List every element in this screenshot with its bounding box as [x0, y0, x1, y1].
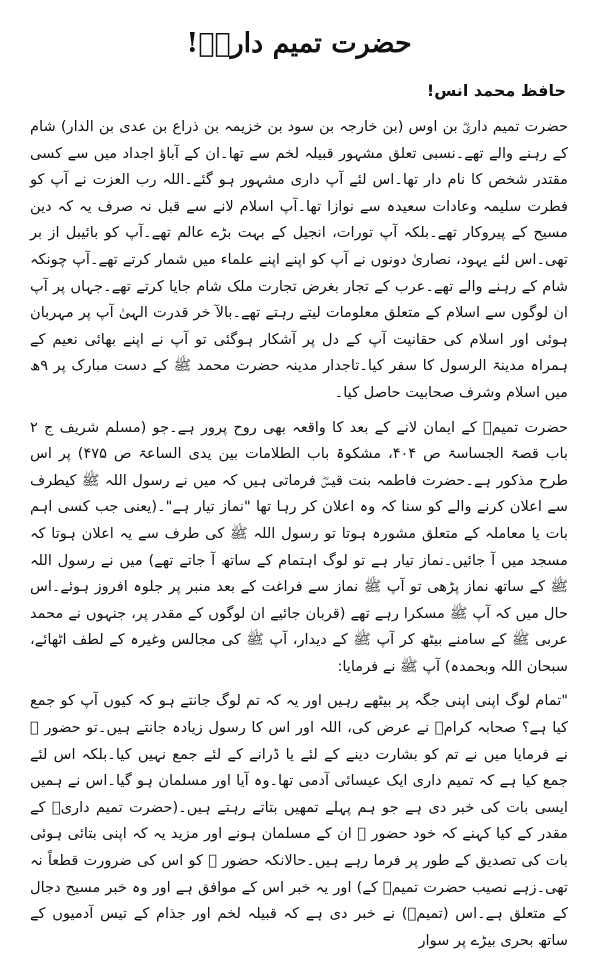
article-paragraph-2: حضرت تمیمؓ کے ایمان لانے کے بعد کا واقعہ بھی روح پرور ہے۔جو (مسلم شریف ج ۲ باب قصۃ الجساسۃ ص ۴۰۴، مشکوۃ باب الطلامات بین یدی الساعۃ ص ۴۷۵) پر اس طرح مذکور ہے۔حضرت فاطمہ بنت قیسؓ فرماتی ہیں کہ میں نے رسول اللہ ﷺ کیطرف سے اعلان کرنے والے کو سنا کہ وہ اعلان کر رہا تھا "نماز تیار ہے"۔(یعنی جب کسی اہم بات یا معاملہ کے متعلق مشورہ ہوتا تو رسول اللہ ﷺ کی طرف سے یہ اعلان ہوتا کہ مسجد میں آ جائیں۔نماز تیار ہے تو لوگ اہتمام کے ساتھ آ جاتے تھے) میں نے رسول اللہ ﷺ کے ساتھ نماز پڑھی تو آپ ﷺ نماز سے فراغت کے بعد منبر پر جلوہ افروز ہوئے۔اس حال میں کہ آپ ﷺ مسکرا رہے تھے (قربان جائیے ان لوگوں کے مقدر پر، جنہوں نے محمد عربی ﷺ کے سامنے بیٹھ کر آپ ﷺ کے دیدار، آپ ﷺ کی مجالس وغیرہ کے لطف اٹھائے، سبحان اللہ وبحمدہ) آپ ﷺ نے فرمایا: [30, 418, 568, 675]
article-paragraph-3: "تمام لوگ اپنی اپنی جگہ پر بیٹھے رہیں اور یہ کہ تم لوگ جانتے ہو کہ کیوں آپ کو جمع کیا ہے؟ صحابہ کرامؓ نے عرض کی، اللہ اور اس کا رسول زیادہ جانتے ہیں۔تو حضور ﷺ نے فرمایا میں نے تم کو بشارت دینے کے لئے یا ڈرانے کے لئے جمع نہیں کیا۔بلکہ اس لئے جمع کیا ہے کہ تمیم داری ایک عیسائی آدمی تھا۔وہ آیا اور مسلمان ہو گیا۔اس نے ہمیں ایسی بات کی خبر دی ہے جو ہم پہلے تمھیں بتاتے رہتے ہیں۔(حضرت تمیم داریؓ کے مقدر کے کیا کہنے کہ خود حضور ﷺ ان کے مسلمان ہونے اور مزید یہ کہ اپنی بتائی ہوئی بات کی تصدیق کے طور پر فرما رہے ہیں۔حالانکہ حضور ﷺ کو اس کی ضرورت قطعاً نہ تھی۔زہے نصیب حضرت تمیمؓ کے) اور یہ خبر اس کے موافق ہے اور وہ خبر مسیح دجال کے متعلق ہے۔اس (تمیمؓ) نے خبر دی ہے کہ قبیلہ لخم اور جذام کے تیس آدمیوں کے ساتھ بحری بیڑے پر سوار [30, 692, 568, 949]
article-paragraph-1: حضرت تمیم داریؓ بن اوس (بن خارجہ بن سود بن خزیمہ بن ذراع بن عدی بن الدار) شام کے رہنے والے تھے۔نسبی تعلق مشہور قبیلہ لخم سے تھا۔ان کے آباؤ اجداد میں سے کسی مقتدر شخص کا نام دار تھا۔اس لئے آپ داری مشہور ہو گئے۔اللہ رب العزت نے آپ کو فطرت سلیمہ وعادات سعیدہ سے نوازا تھا۔آپ اسلام لانے سے قبل نہ صرف یہ کہ دین مسیح کے پیروکار تھے۔بلکہ آپ تورات، انجیل کے بہت بڑے عالم تھے۔آپ کو بائیبل از بر تھی۔اس لئے یہود، نصاریٰ دونوں نے آپ کو اپنے اپنے علماء میں شمار کرتے تھے۔آپ چونکہ شام کے رہنے والے تھے۔عرب کے تجار بغرض تجارت ملک شام جایا کرتے تھے۔جہاں پر آپ ان لوگوں سے اسلام کے متعلق معلومات لیتے رہتے تھے۔بالآ خر قدرت الہیٰ آپ پر مہربان ہوئی اور اسلام کی حقانیت آپ کے دل پر آشکار ہوگئی تو آپ نے اپنے بھائی نعیم کے ہمراہ مدینۃ الرسول کا سفر کیا۔تاجدار مدینہ حضرت محمد ﷺ کے دست مبارک پر ۹ھ میں اسلام وشرف صحابیت حاصل کیا۔ [30, 118, 569, 401]
article-author: حافظ محمد انس! [426, 81, 566, 100]
article-title: حضرت تمیم داریؓ! [186, 28, 412, 59]
